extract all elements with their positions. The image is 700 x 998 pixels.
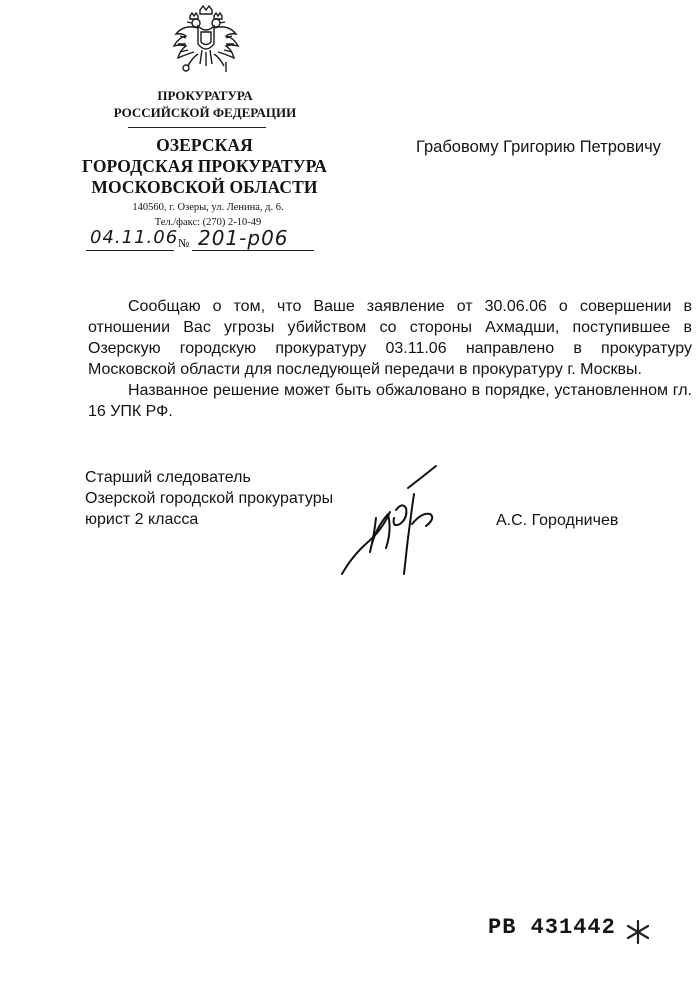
office-line-1: ОЗЕРСКАЯ <box>156 135 253 155</box>
body-paragraph-2: Названное решение может быть обжаловано в порядке, установленном гл. 16 УПК РФ. <box>88 382 692 420</box>
letter-body <box>88 296 692 422</box>
signatory-title <box>85 467 333 530</box>
registration-number: 201-р06 <box>198 226 289 250</box>
recipient-name: Грабовому Григорию Петровичу <box>416 138 661 156</box>
header-divider <box>128 127 266 128</box>
registration-date: 04.11.06 <box>90 227 179 248</box>
form-serial-number: РВ 431442 <box>488 915 616 940</box>
org-line-2: РОССИЙСКОЙ ФЕДЕРАЦИИ <box>113 105 297 120</box>
office-phone: Тел./факс: (270) 2-10-49 <box>154 217 262 228</box>
office-line-3: МОСКОВСКОЙ ОБЛАСТИ <box>91 177 318 197</box>
asterisk-mark-icon <box>624 918 652 946</box>
eagle-emblem-icon <box>170 4 242 78</box>
body-paragraph-1: Сообщаю о том, что Ваше заявление от 30.06.06 о совершении в отношении Вас угрозы убийством со стороны Ахмадши, поступившее в Озерскую городскую прокуратуру 03.11.06 направлено в прокуратуру Московской области для последующей передачи в прокуратуру г. Москвы. <box>88 298 692 378</box>
organization-header <box>80 87 330 121</box>
registration-number-label: № <box>178 236 190 250</box>
handwritten-signature <box>338 464 458 582</box>
signatory-title-line-3: юрист 2 класса <box>85 511 199 528</box>
office-name <box>72 135 337 198</box>
signatory-title-line-2: Озерской городской прокуратуры <box>85 490 334 507</box>
number-underline <box>192 250 314 251</box>
org-line-1: ПРОКУРАТУРА <box>157 88 253 103</box>
date-underline <box>86 250 174 251</box>
office-line-2: ГОРОДСКАЯ ПРОКУРАТУРА <box>82 156 327 176</box>
signatory-title-line-1: Старший следователь <box>85 469 251 486</box>
office-address: 140560, г. Озеры, ул. Ленина, д. 6. <box>132 202 284 213</box>
signer-name: А.С. Городничев <box>496 512 619 529</box>
